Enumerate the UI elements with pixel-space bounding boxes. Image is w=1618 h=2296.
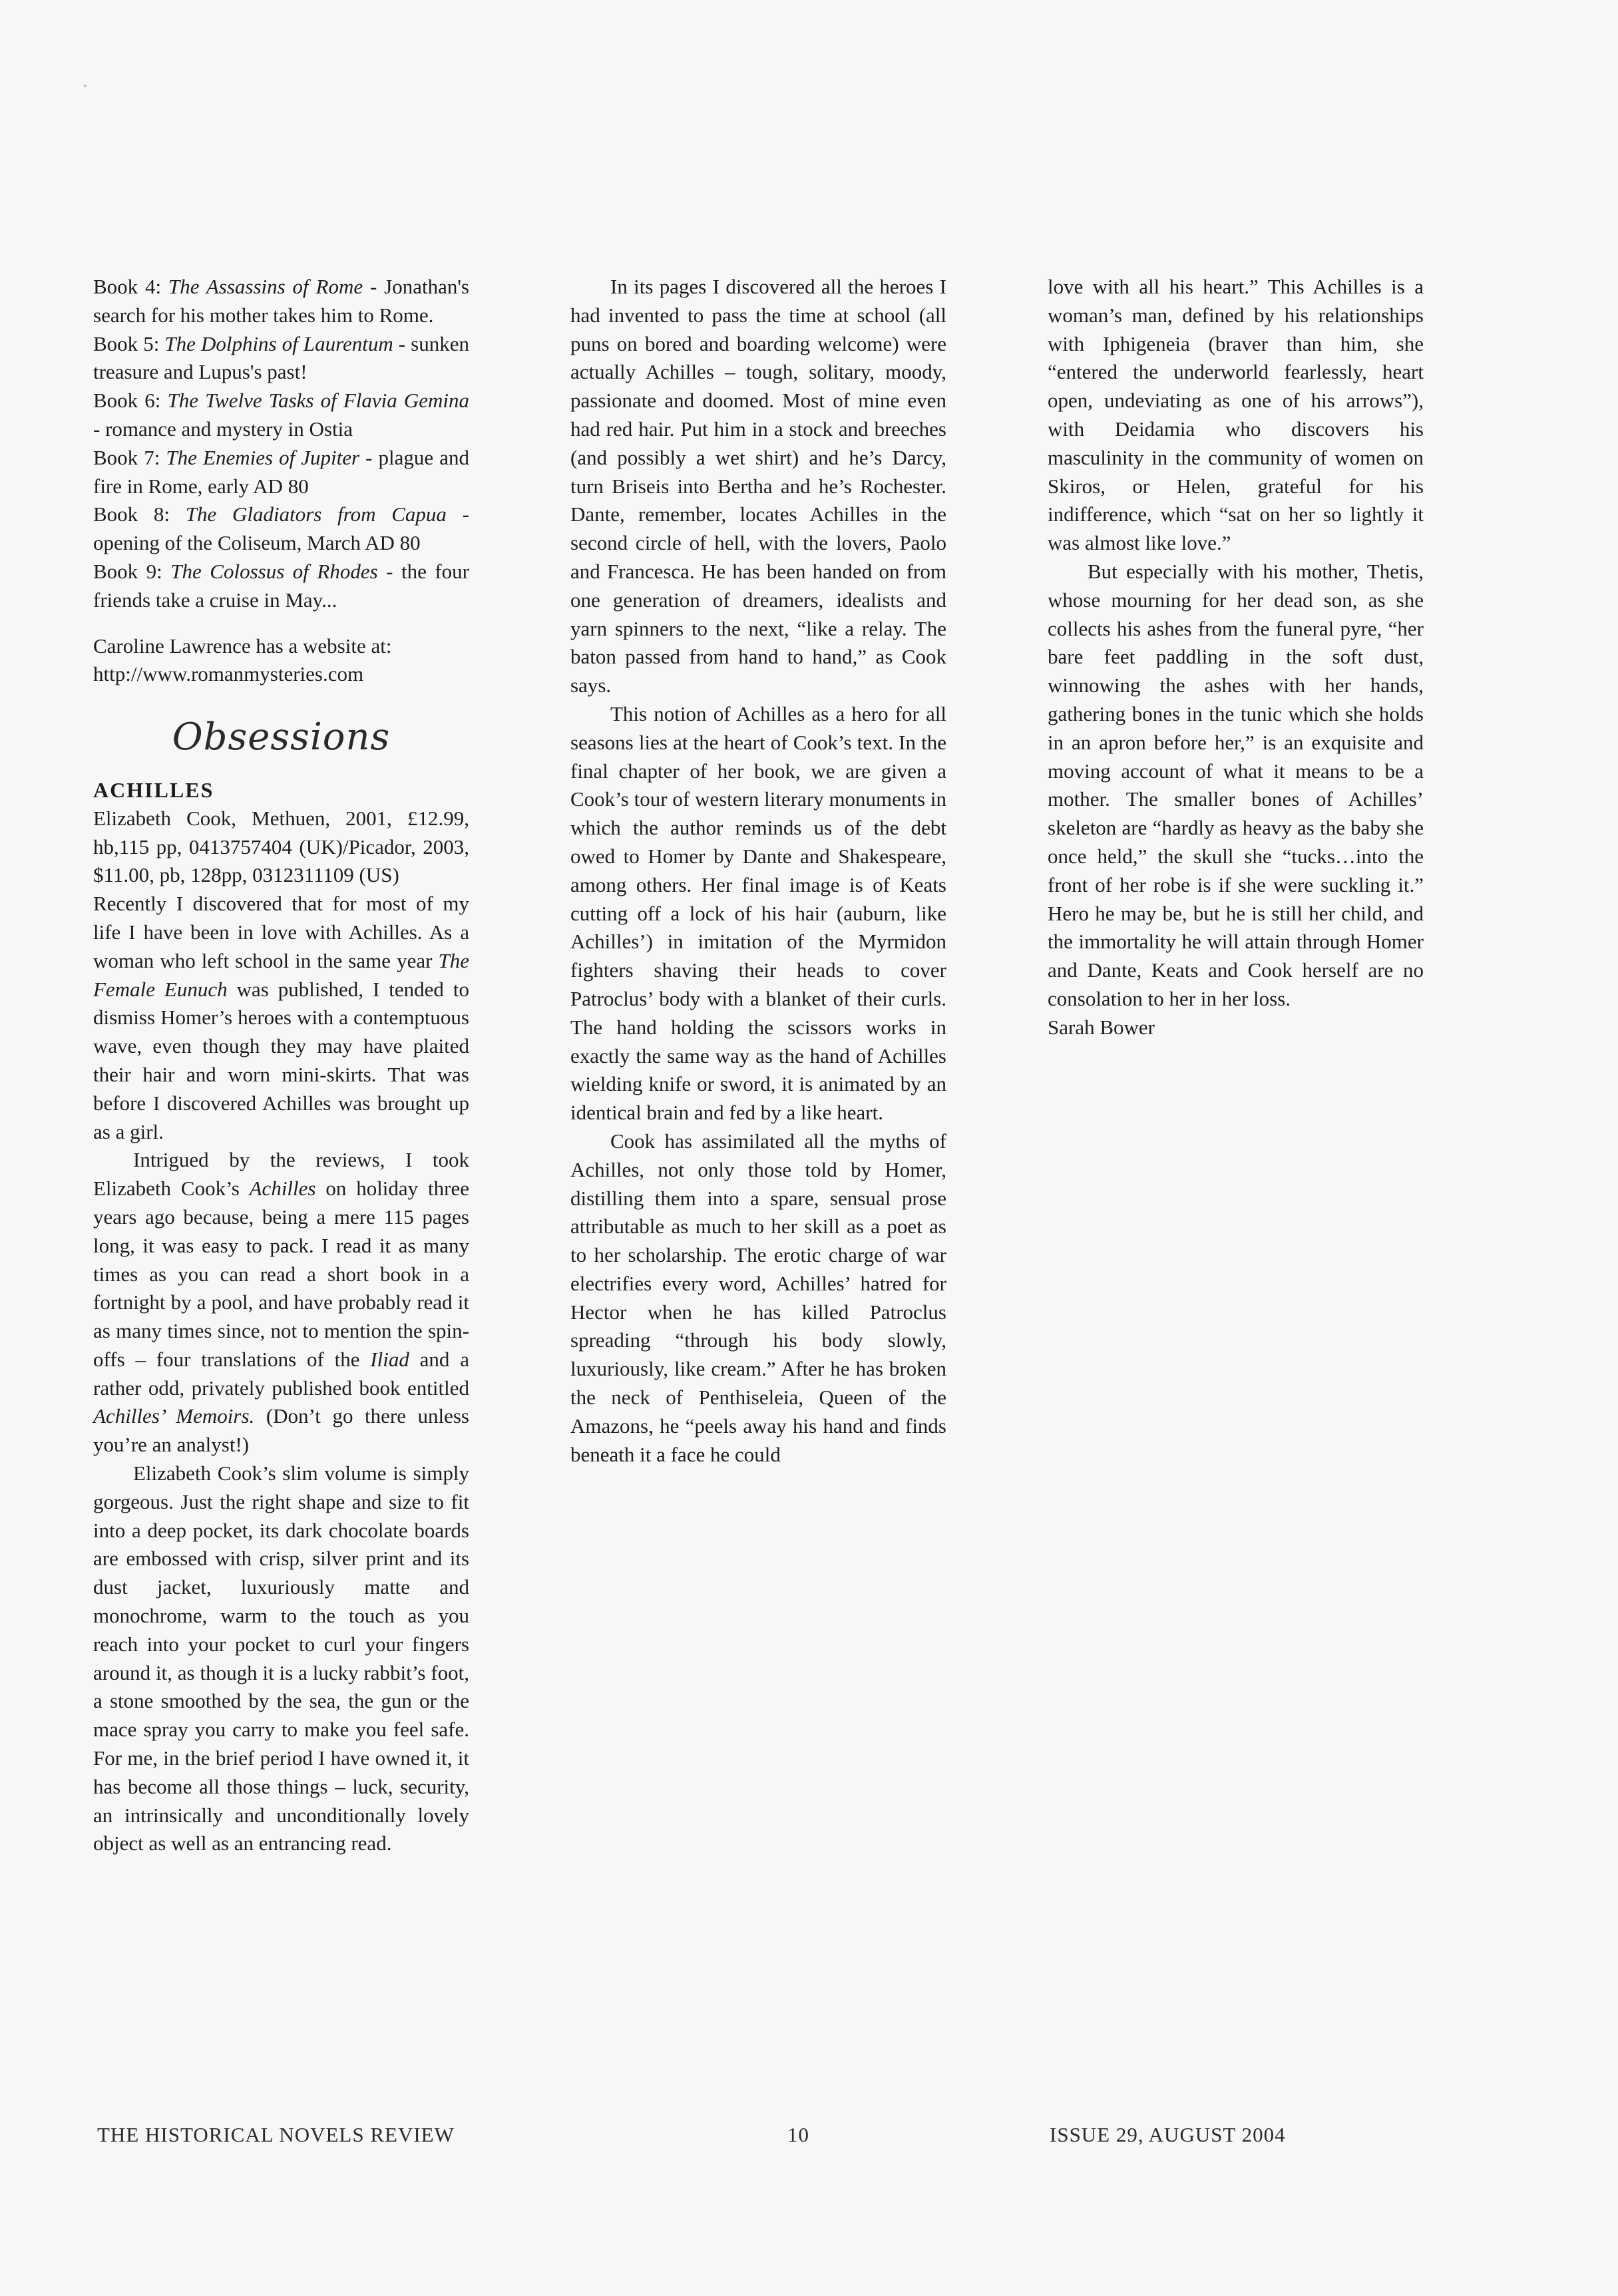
review-paragraph-5: This notion of Achilles as a hero for all seasons lies at the heart of Cook’s text. In the final chapter of her book, we are given a Cook’s tour of western literary monuments in which the author reminds us of the debt owed to Homer by Dante and Shakespeare, among others. Her final image is of Keats cutting off a lock of his hair (auburn, like Achilles’) in imitation of the Myrmidon fighters shaving their heads to cover Patroclus’ body with a blanket of their curls. The hand holding the scissors works in exactly the same way as the hand of Achilles wielding knife or sword, it is animated by an identical brain and fed by a like heart. (570, 701, 946, 1125)
footer-page-number: 10 (787, 2123, 809, 2146)
book-entry: Book 5: The Dolphins of Laurentum - sunken treasure and Lupus's past! (93, 331, 469, 384)
book-entry: Book 8: The Gladiators from Capua - opening of the Coliseum, March AD 80 (93, 502, 469, 555)
footer-issue-date: ISSUE 29, AUGUST 2004 (1050, 2123, 1286, 2146)
author-website-note: Caroline Lawrence has a website at: http://www.romanmysteries.com (93, 634, 392, 686)
review-paragraph-2: Intrigued by the reviews, I took Elizabeth Cook’s Achilles on holiday three years ago because, being a mere 115 pages long, it was easy to pack. I read it as many times as you can read a short book in a fortnight by a pool, and have probably read it as many times since, not to mention the spin-offs – four translations of the Iliad and a rather odd, privately published book entitled Achilles’ Memoirs. (Don’t go there unless you’re an analyst!) (93, 1148, 469, 1457)
column-1 (93, 273, 469, 1858)
section-banner-obsessions: Obsessions (172, 715, 391, 759)
scan-speck (84, 85, 87, 87)
review-paragraph-7: love with all his heart.” This Achilles is a woman’s man, defined by his relationships with Iphigeneia (braver than him, she “entered the underworld fearlessly, heart open, undeviating as one of his arrows”), with Deidamia who discovers his masculinity in the community of women on Skiros, or Helen, grateful for his indifference, which “sat on her so lightly it was almost like love.” (1048, 275, 1424, 555)
book-entry: Book 9: The Colossus of Rhodes - the four friends take a cruise in May... (93, 559, 469, 612)
reviewer-name: Sarah Bower (1048, 1015, 1155, 1039)
column-3 (1048, 273, 1424, 1042)
review-paragraph-1: Recently I discovered that for most of my life I have been in love with Achilles. As a woman who left school in the same year The Female Eunuch was published, I tended to dismiss Homer’s heroes with a contemptuous wave, even though they may have plaited their hair and worn mini-skirts. That was before I discovered Achilles was brought up as a girl. (93, 892, 470, 1143)
footer-publication-name: THE HISTORICAL NOVELS REVIEW (97, 2123, 455, 2146)
review-paragraph-4: In its pages I discovered all the heroes I had invented to pass the time at school (all puns on bored and boarding welcome) were actually Achilles – tough, solitary, moody, passionate and doomed. Most of mine even had red hair. Put him in a stock and breeches (and possibly a wet shirt) and he’s Darcy, turn Briseis into Bertha and he’s Rochester. Dante, remember, locates Achilles in the second circle of hell, with the lovers, Paolo and Francesca. He has been handed on from one generation of dreamers, idealists and yarn spinners to the next, “like a relay. The baton passed from hand to hand,” as Cook says. (570, 275, 946, 697)
book-entry: Book 7: The Enemies of Jupiter - plague and fire in Rome, early AD 80 (93, 445, 469, 498)
book-list (93, 273, 469, 615)
column-2 (570, 273, 946, 1469)
review-paragraph-6: Cook has assimilated all the myths of Achilles, not only those told by Homer, distilling them into a spare, sensual prose attributable as much to her skill as a poet as to her scholarship. The erotic charge of war electrifies every word, Achilles’ hatred for Hector when he has killed Patroclus spreading “through his body slowly, luxuriously, like cream.” After he has broken the neck of Penthiseleia, Queen of the Amazons, he “peels away his hand and finds beneath it a face he could (570, 1129, 946, 1466)
review-paragraph-8: But especially with his mother, Thetis, whose mourning for her dead son, as she collects his ashes from the funeral pyre, “her bare feet paddling in the soft dust, winnowing the ashes with her hands, gathering bones in the tunic which she holds in an apron before her,” is an exquisite and moving account of what it means to be a mother. The smaller bones of Achilles’ skeleton are “hardly as heavy as the baby she once held,” the skull she “tucks…into the front of her robe is if she were suckling it.” Hero he may be, but he is still her child, and the immortality he will attain through Homer and Dante, Keats and Cook herself are no consolation to her in her loss. (1048, 559, 1424, 1010)
review-paragraph-3: Elizabeth Cook’s slim volume is simply gorgeous. Just the right shape and size to fit into a deep pocket, its dark chocolate boards are embossed with crisp, silver print and its dust jacket, luxuriously matte and monochrome, warm to the touch as you reach into your pocket to curl your fingers around it, as though it is a lucky rabbit’s foot, a stone smoothed by the sea, the gun or the mace spray you carry to make you feel safe. For me, in the brief period I have owned it, it has become all those things – luck, security, an intrinsically and unconditionally lovely object as well as an entrancing read. (93, 1461, 469, 1855)
review-bibliographic-details: Elizabeth Cook, Methuen, 2001, £12.99, hb,115 pp, 0413757404 (UK)/Picador, 2003, $11.00, pb, 128pp, 0312311109 (US) (93, 806, 469, 887)
review-title: ACHILLES (93, 777, 214, 802)
book-entry: Book 6: The Twelve Tasks of Flavia Gemina - romance and mystery in Ostia (93, 389, 469, 441)
book-entry: Book 4: The Assassins of Rome - Jonathan's search for his mother takes him to Rome. (93, 275, 469, 327)
